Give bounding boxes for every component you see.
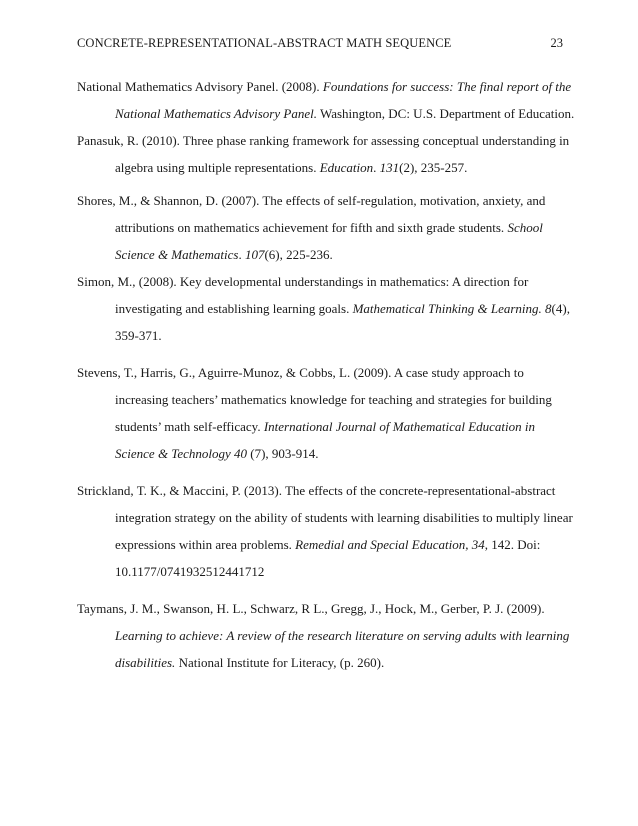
italic-text: Science & Technology 40 xyxy=(115,446,248,461)
reference-continuation-line xyxy=(77,154,567,181)
reference-first-line xyxy=(77,73,572,100)
running-header xyxy=(77,36,563,54)
reference-continuation-line xyxy=(77,440,567,467)
italic-text: disabilities. xyxy=(115,655,176,670)
reference-continuation-line xyxy=(77,241,567,268)
reference-text: Washington, DC: U.S. Department of Education. xyxy=(316,106,575,121)
page-number: 23 xyxy=(550,36,563,50)
reference-continuation-line xyxy=(77,649,567,676)
reference-entry xyxy=(77,73,575,127)
reference-text: Strickland, T. K., & Maccini, P. (2013). The effects of the concrete-representational-abstract xyxy=(77,483,556,498)
italic-text: Mathematical Thinking & Learning. xyxy=(352,301,542,316)
reference-entry xyxy=(77,477,573,585)
italic-text: Learning to achieve: A review of the research literature on serving adults with learning xyxy=(115,628,570,643)
italic-text: International Journal of Mathematical Education in xyxy=(263,419,536,434)
reference-continuation-line xyxy=(77,558,567,585)
reference-continuation-line xyxy=(77,214,567,241)
reference-text: (6), 225-236. xyxy=(264,247,333,262)
reference-text: increasing teachers’ mathematics knowledge for teaching and strategies for building xyxy=(115,392,552,407)
italic-text: School xyxy=(507,220,543,235)
reference-text: expressions within area problems. xyxy=(115,537,296,552)
reference-list xyxy=(77,73,575,676)
reference-text: National Mathematics Advisory Panel. (2008). xyxy=(77,79,323,94)
reference-continuation-line xyxy=(77,386,567,413)
reference-text: . xyxy=(373,160,380,175)
reference-continuation-line xyxy=(77,622,570,649)
reference-text: attributions on mathematics achievement for fifth and sixth grade students. xyxy=(115,220,508,235)
reference-first-line xyxy=(77,359,567,386)
reference-text: , 142. Doi: xyxy=(484,537,541,552)
reference-continuation-line xyxy=(77,100,575,127)
italic-text: 107 xyxy=(244,247,265,262)
reference-continuation-line xyxy=(77,504,573,531)
reference-entry xyxy=(77,359,567,467)
reference-continuation-line xyxy=(77,322,567,349)
reference-text: . xyxy=(238,247,245,262)
reference-text: (7), 903-914. xyxy=(247,446,319,461)
reference-continuation-line xyxy=(77,531,567,558)
italic-text: Education xyxy=(319,160,374,175)
reference-first-line xyxy=(77,477,567,504)
reference-entry xyxy=(77,595,570,676)
reference-text: National Institute for Literacy, (p. 260). xyxy=(175,655,385,670)
reference-text: Shores, M., & Shannon, D. (2007). The effects of self-regulation, motivation, anxiety, and xyxy=(77,193,546,208)
reference-text: Stevens, T., Harris, G., Aguirre-Munoz, & Cobbs, L. (2009). A case study approach to xyxy=(77,365,524,380)
reference-first-line xyxy=(77,127,570,154)
reference-entry xyxy=(77,187,567,268)
italic-text: Foundations for success: The final report of the xyxy=(322,79,572,94)
reference-text: 10.1177/0741932512441712 xyxy=(115,564,265,579)
reference-text: integration strategy on the ability of students with learning disabilities to multiply linear xyxy=(115,510,573,525)
italic-text: Remedial and Special Education, 34 xyxy=(295,537,485,552)
italic-text: 131 xyxy=(379,160,400,175)
reference-text: investigating and establishing learning goals. xyxy=(115,301,353,316)
italic-text: Science & Mathematics xyxy=(115,247,239,262)
reference-continuation-line xyxy=(77,413,567,440)
reference-text: algebra using multiple representations. xyxy=(115,160,320,175)
reference-continuation-line xyxy=(77,295,570,322)
italic-text: 8 xyxy=(545,301,552,316)
reference-text: Taymans, J. M., Swanson, H. L., Schwarz, R L., Gregg, J., Hock, M., Gerber, P. J. (2009). xyxy=(77,601,545,616)
reference-text: (4), xyxy=(551,301,570,316)
reference-first-line xyxy=(77,268,567,295)
reference-first-line xyxy=(77,595,567,622)
reference-text: Panasuk, R. (2010). Three phase ranking framework for assessing conceptual understanding in xyxy=(77,133,570,148)
running-head-title: CONCRETE-REPRESENTATIONAL-ABSTRACT MATH SEQUENCE xyxy=(77,36,452,50)
reference-first-line xyxy=(77,187,567,214)
reference-text: 359-371. xyxy=(115,328,162,343)
reference-text: Simon, M., (2008). Key developmental understandings in mathematics: A direction for xyxy=(77,274,529,289)
reference-entry xyxy=(77,268,570,349)
reference-text: students’ math self-efficacy. xyxy=(115,419,264,434)
reference-text: (2), 235-257. xyxy=(399,160,468,175)
italic-text: National Mathematics Advisory Panel. xyxy=(115,106,317,121)
reference-entry xyxy=(77,127,570,181)
